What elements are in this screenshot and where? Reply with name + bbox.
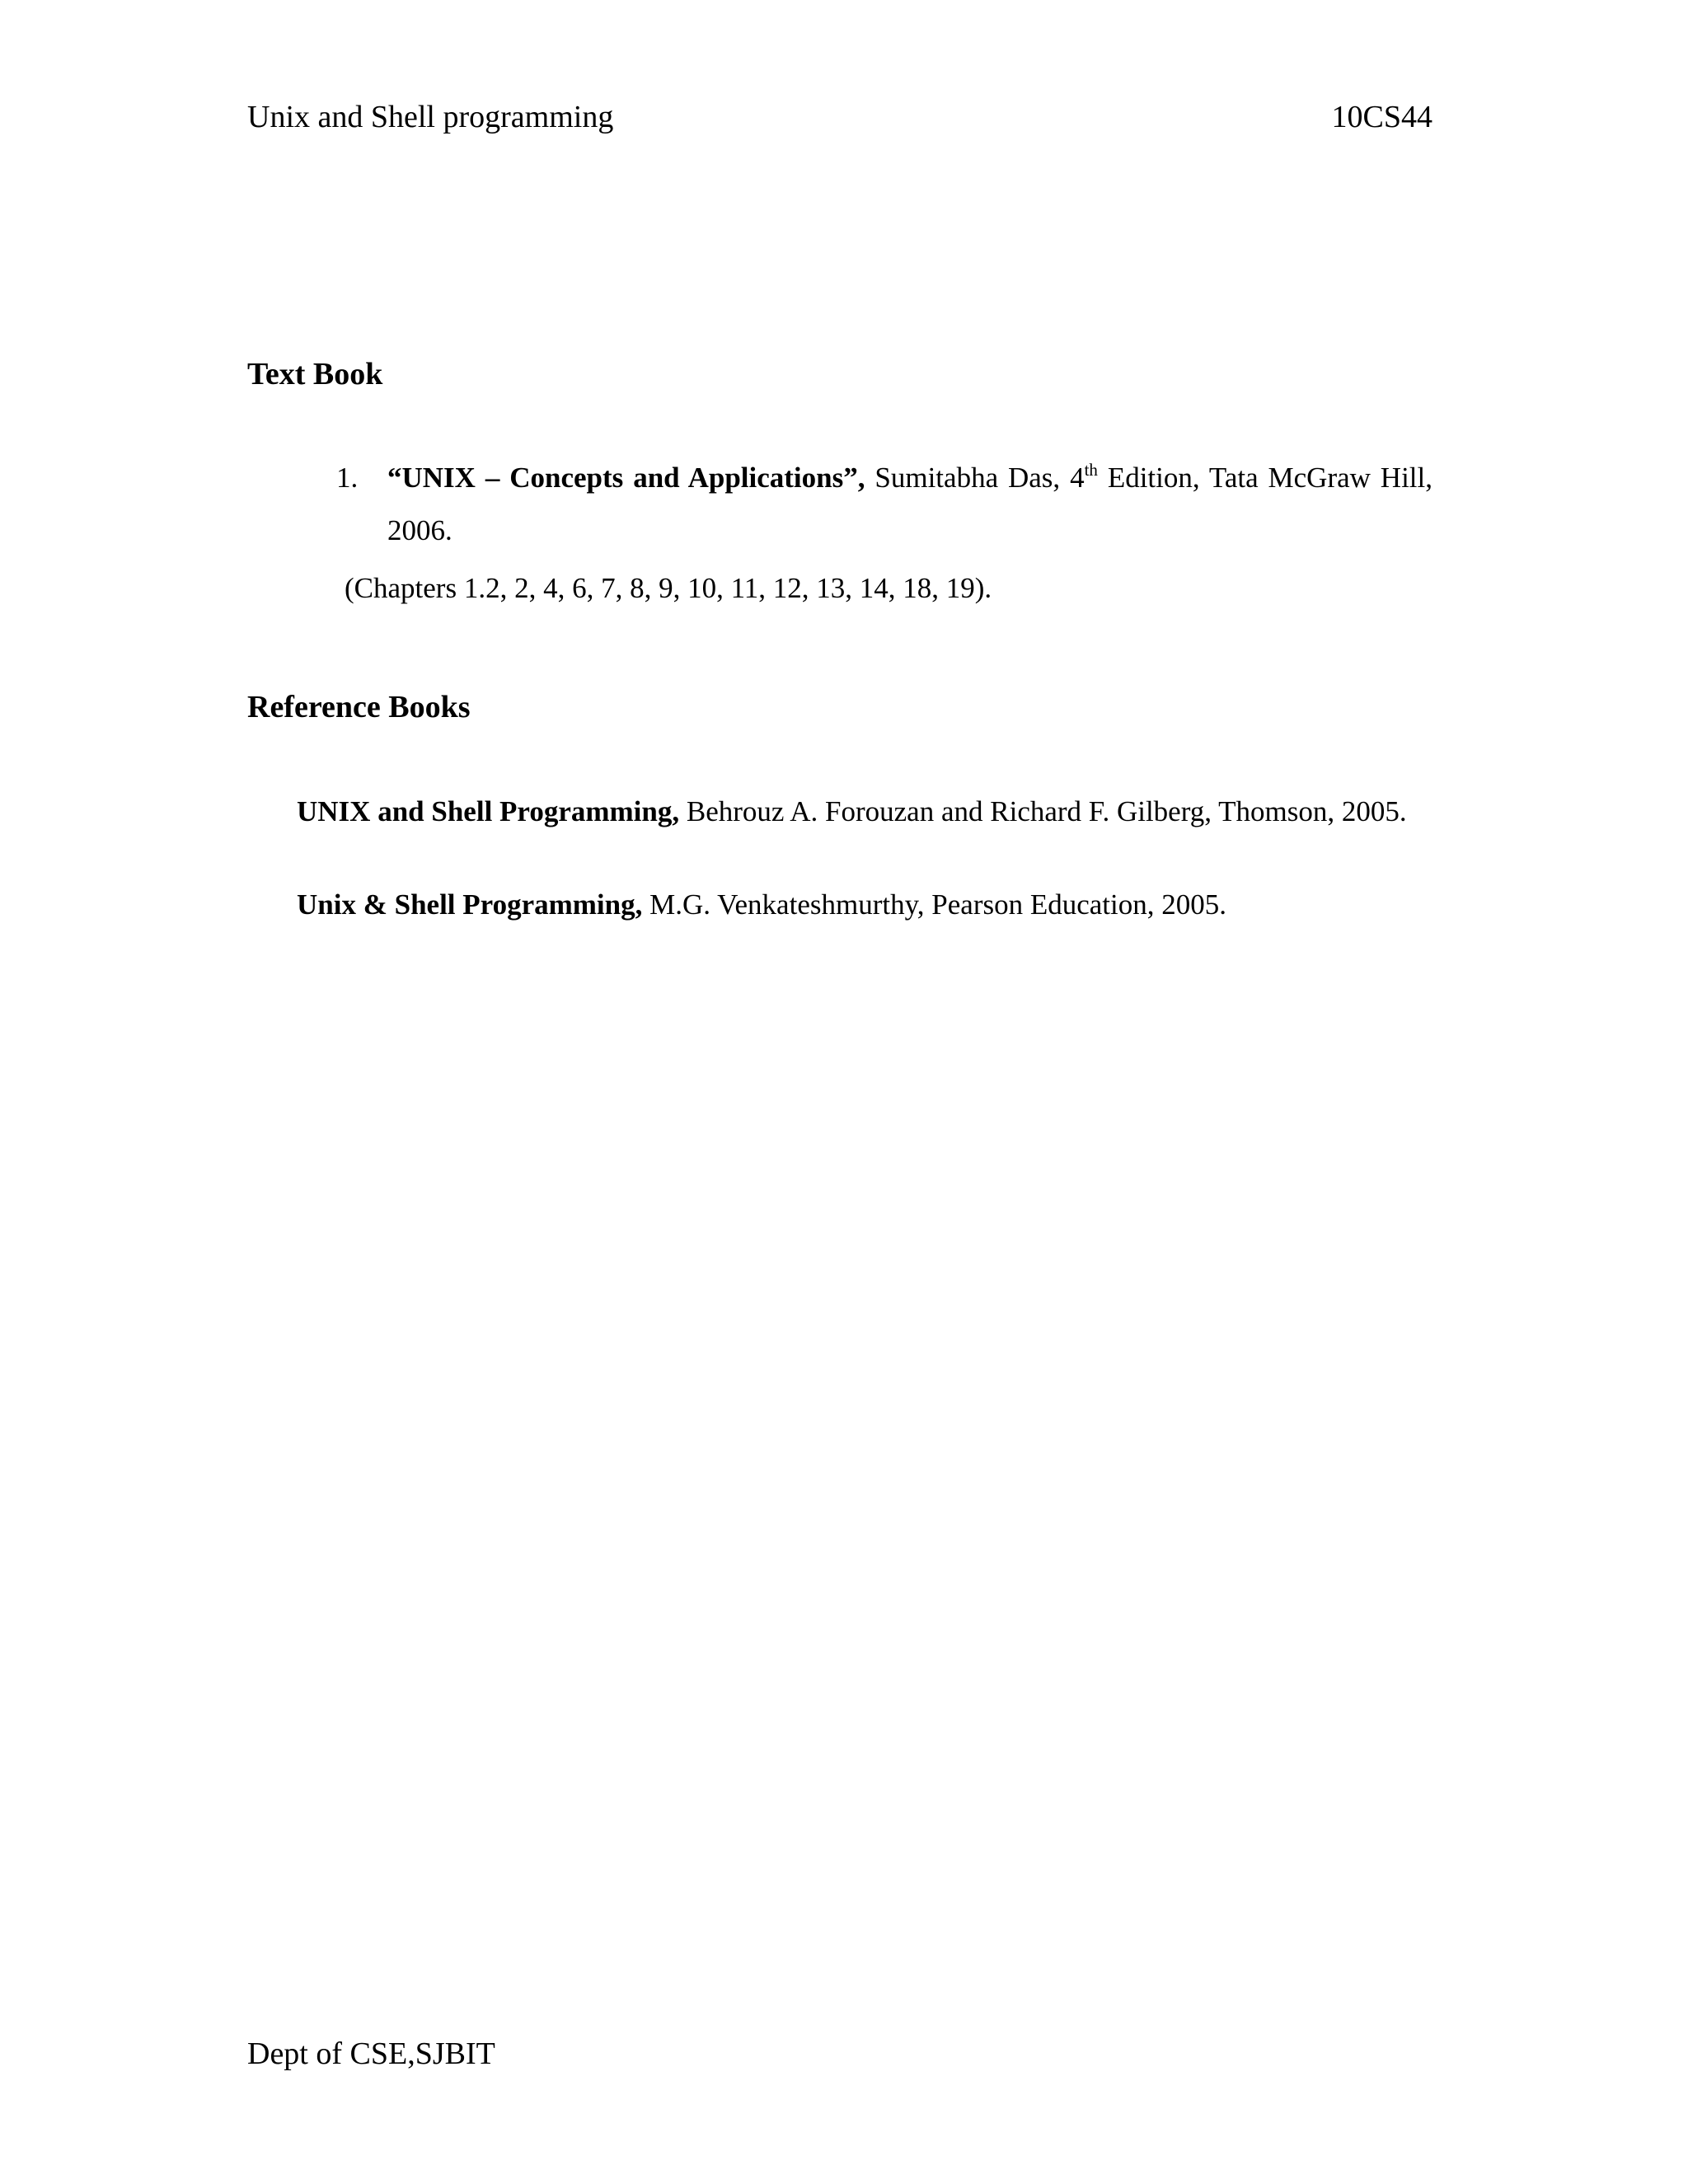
edition-suffix: th	[1084, 460, 1098, 480]
book-author: Sumitabha Das, 4	[865, 462, 1085, 494]
text-book-citation	[387, 452, 1432, 557]
reference-details: M.G. Venkateshmurthy, Pearson Education, 2005.	[642, 888, 1227, 921]
book-publication: Edition, Tata McGraw Hill, 2006.	[387, 462, 1433, 546]
footer-department: Dept of CSE,SJBIT	[247, 2036, 495, 2071]
header-course-title: Unix and Shell programming	[247, 100, 614, 134]
header-course-code: 10CS44	[1331, 100, 1432, 134]
reference-title: UNIX and Shell Programming,	[297, 795, 680, 827]
book-title: “UNIX – Concepts and Applications”,	[387, 462, 865, 494]
reference-book-item	[297, 884, 1432, 926]
text-book-chapters: (Chapters 1.2, 2, 4, 6, 7, 8, 9, 10, 11, 12, 13, 14, 18, 19).	[345, 572, 992, 604]
reference-book-item	[297, 791, 1432, 832]
text-book-heading: Text Book	[247, 357, 383, 391]
reference-title: Unix & Shell Programming,	[297, 888, 643, 921]
text-book-item	[336, 452, 1432, 557]
reference-details: Behrouz A. Forouzan and Richard F. Gilberg, Thomson, 2005.	[679, 795, 1407, 827]
reference-books-heading: Reference Books	[247, 690, 471, 724]
list-number: 1.	[336, 462, 359, 494]
